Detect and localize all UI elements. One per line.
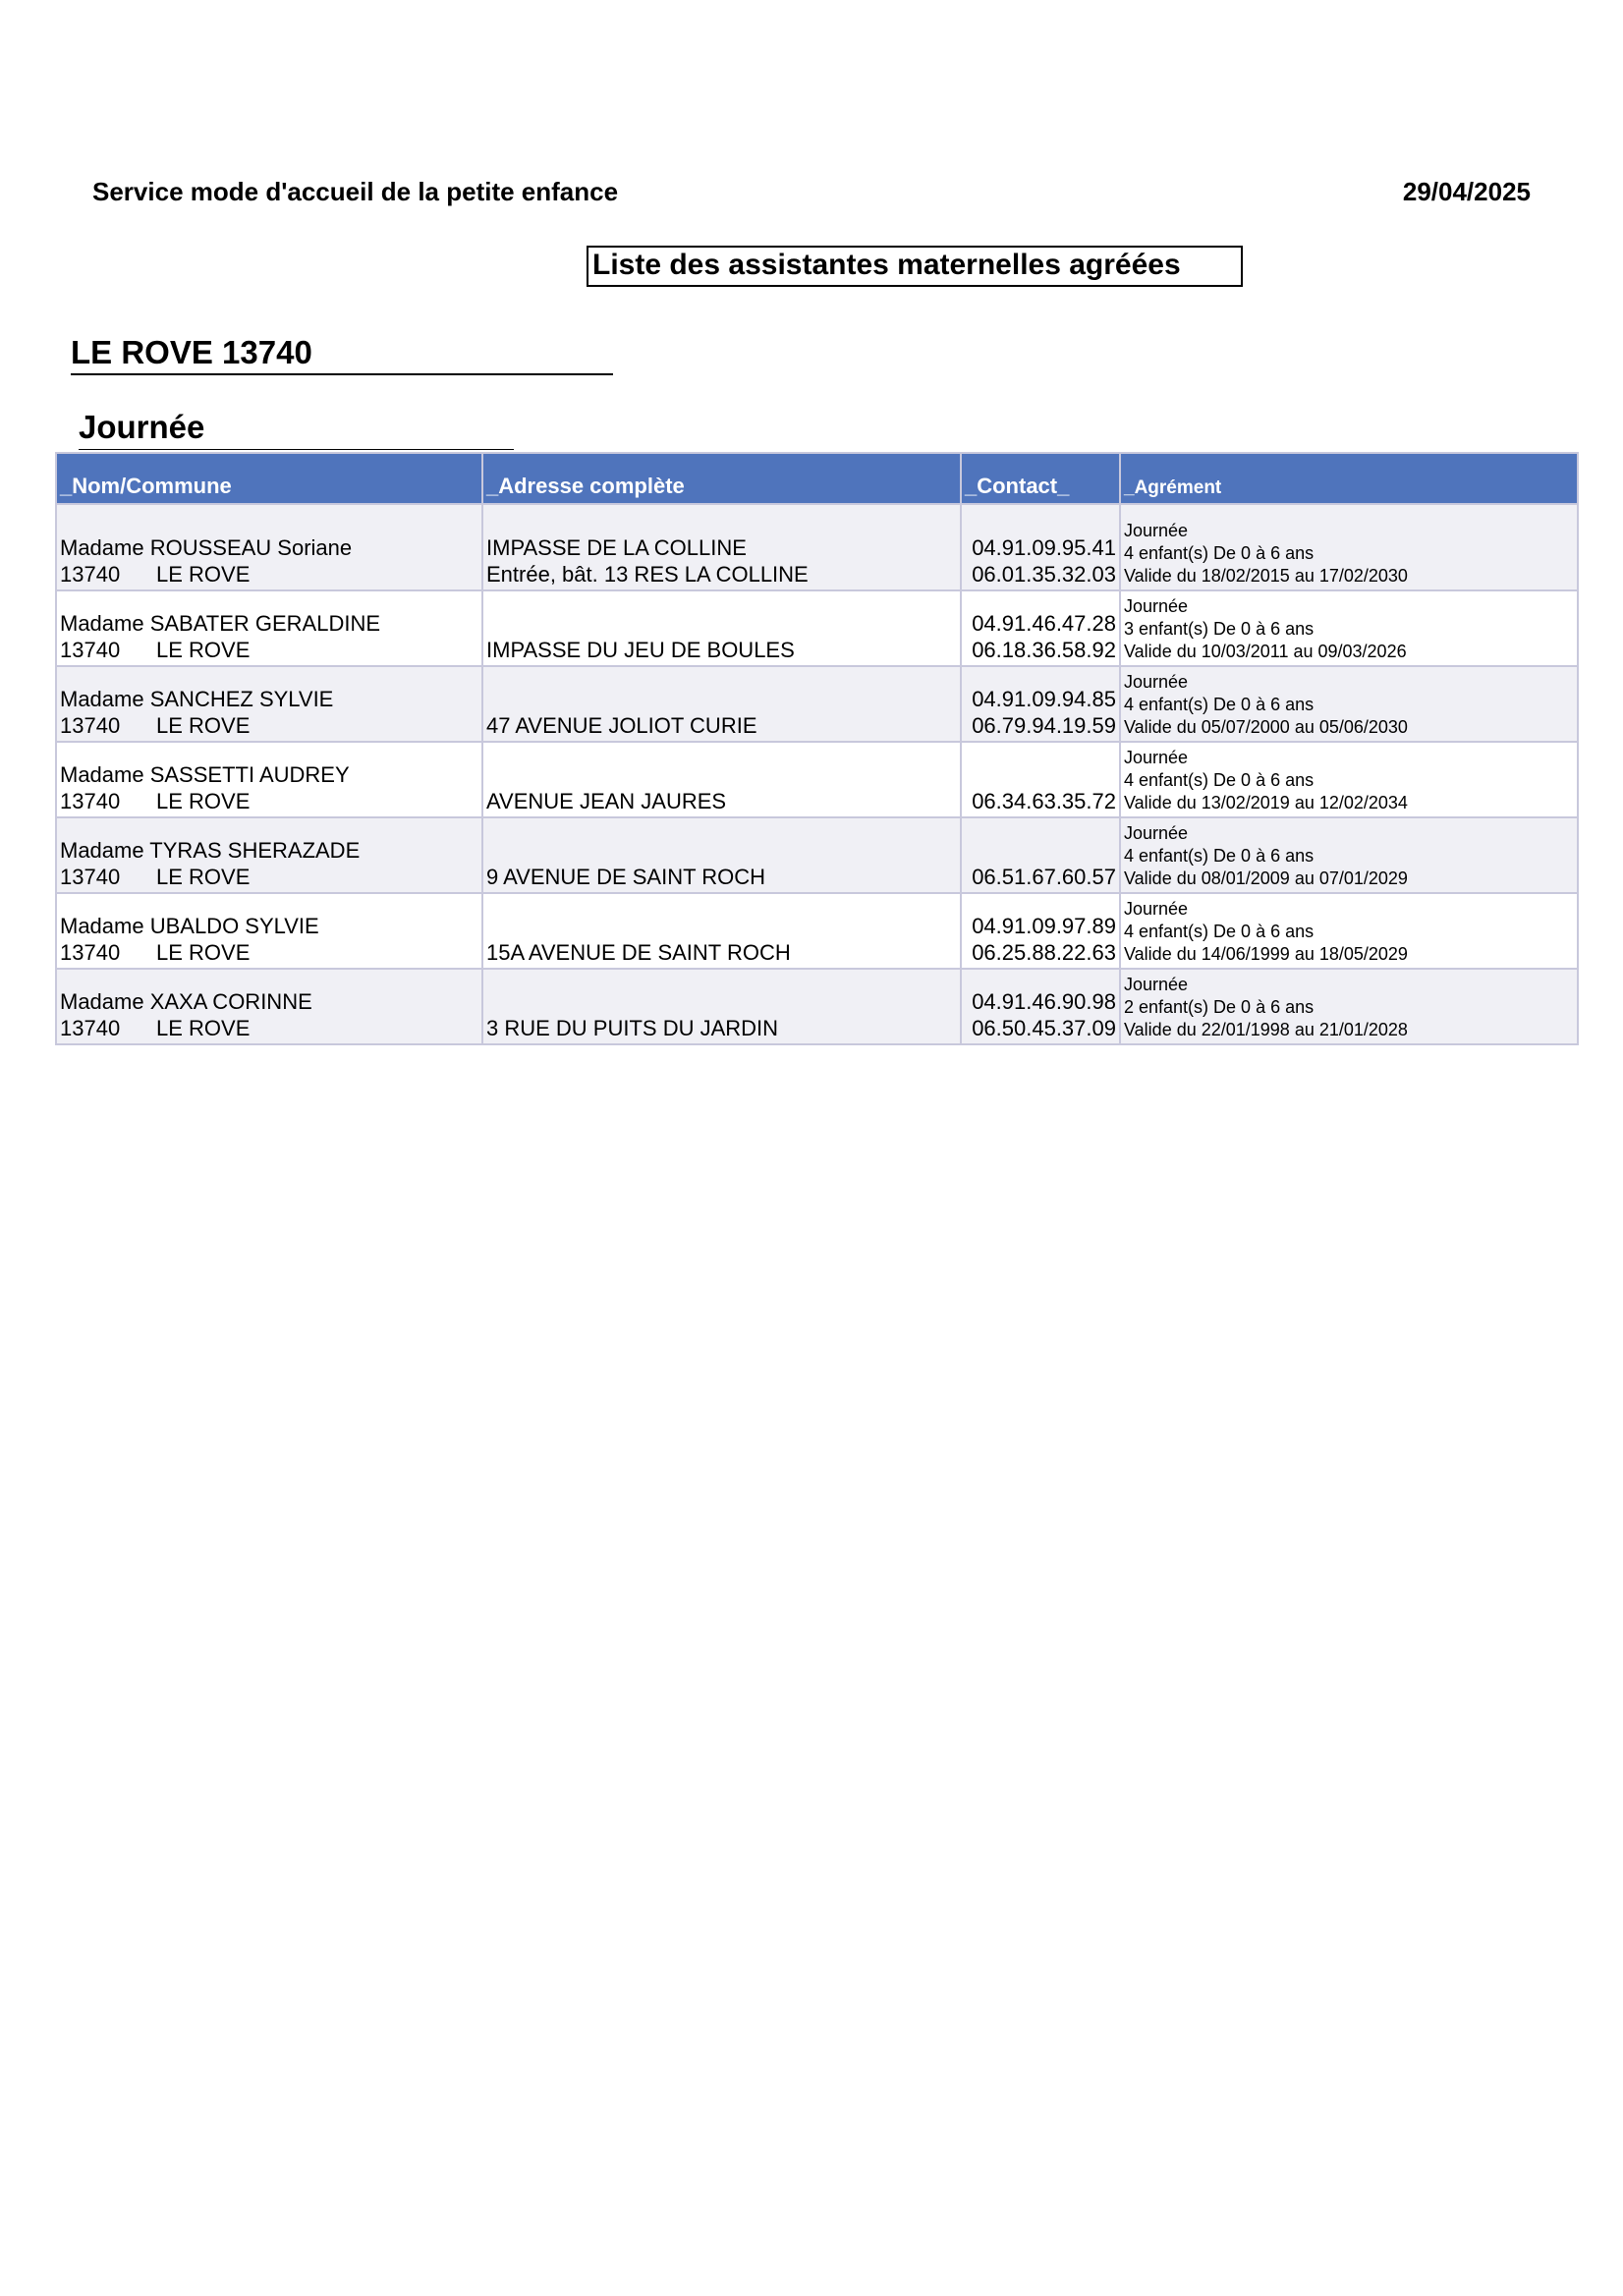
phone-1: 04.91.09.97.89	[972, 914, 1116, 938]
agrement-capacity: 4 enfant(s) De 0 à 6 ans	[1124, 695, 1315, 714]
agrement-capacity: 4 enfant(s) De 0 à 6 ans	[1124, 922, 1315, 941]
assistantes-table	[55, 452, 1579, 1045]
table-row	[56, 893, 1578, 969]
phone-2: 06.34.63.35.72	[972, 789, 1116, 813]
address-cell	[482, 666, 961, 742]
address-cell	[482, 893, 961, 969]
postal-code: 13740	[60, 713, 121, 738]
city: LE ROVE	[156, 713, 251, 738]
phone-1: 04.91.09.95.41	[972, 535, 1116, 560]
name-cell	[56, 817, 482, 893]
agrement-type: Journée	[1124, 823, 1189, 843]
table-row	[56, 666, 1578, 742]
contact-cell	[961, 590, 1120, 666]
address-line-1	[486, 913, 957, 939]
address-line-2: 9 AVENUE DE SAINT ROCH	[486, 865, 766, 889]
agrement-type: Journée	[1124, 975, 1189, 994]
agrement-capacity: 4 enfant(s) De 0 à 6 ans	[1124, 543, 1315, 563]
document-date: 29/04/2025	[1402, 177, 1531, 206]
address-line-2: 15A AVENUE DE SAINT ROCH	[486, 940, 791, 965]
agrement-type: Journée	[1124, 672, 1189, 692]
city: LE ROVE	[156, 1016, 251, 1040]
agrement-cell	[1120, 969, 1578, 1044]
commune-heading: LE ROVE 13740	[71, 334, 613, 375]
agrement-cell	[1120, 590, 1578, 666]
column-header-nom: _Nom/Commune	[56, 453, 482, 504]
agrement-validity: Valide du 05/07/2000 au 05/06/2030	[1124, 717, 1408, 737]
column-header-adresse: _Adresse complète	[482, 453, 961, 504]
phone-2: 06.25.88.22.63	[972, 940, 1116, 965]
table-row	[56, 969, 1578, 1044]
contact-cell	[961, 817, 1120, 893]
postal-code: 13740	[60, 865, 121, 889]
table-row	[56, 817, 1578, 893]
address-line-2: 3 RUE DU PUITS DU JARDIN	[486, 1016, 779, 1040]
agrement-cell	[1120, 817, 1578, 893]
agrement-validity: Valide du 22/01/1998 au 21/01/2028	[1124, 1020, 1408, 1039]
postal-code: 13740	[60, 940, 121, 965]
agrement-type: Journée	[1124, 748, 1189, 767]
agrement-cell	[1120, 742, 1578, 817]
address-line-1	[486, 761, 957, 788]
agrement-capacity: 4 enfant(s) De 0 à 6 ans	[1124, 846, 1315, 866]
phone-2: 06.50.45.37.09	[972, 1016, 1116, 1040]
column-header-contact: _Contact_	[961, 453, 1120, 504]
address-line-2: AVENUE JEAN JAURES	[486, 789, 727, 813]
agrement-validity: Valide du 18/02/2015 au 17/02/2030	[1124, 566, 1408, 586]
phone-2: 06.18.36.58.92	[972, 638, 1116, 662]
address-cell	[482, 969, 961, 1044]
address-line-1	[486, 686, 957, 712]
phone-1: 04.91.46.47.28	[972, 611, 1116, 636]
city: LE ROVE	[156, 865, 251, 889]
agrement-validity: Valide du 13/02/2019 au 12/02/2034	[1124, 793, 1408, 812]
city: LE ROVE	[156, 562, 251, 587]
contact-cell	[961, 504, 1120, 590]
agrement-type: Journée	[1124, 596, 1189, 616]
address-line-2: 47 AVENUE JOLIOT CURIE	[486, 713, 757, 738]
agrement-type: Journée	[1124, 521, 1189, 540]
service-title: Service mode d'accueil de la petite enfance	[92, 177, 619, 206]
address-line-1	[486, 610, 957, 637]
contact-cell	[961, 969, 1120, 1044]
phone-1	[965, 837, 1116, 864]
agrement-cell	[1120, 666, 1578, 742]
table-row	[56, 504, 1578, 590]
name-cell	[56, 969, 482, 1044]
postal-code: 13740	[60, 562, 121, 587]
contact-cell	[961, 742, 1120, 817]
phone-1: 04.91.46.90.98	[972, 989, 1116, 1014]
column-header-agrement: _Agrément	[1120, 453, 1578, 504]
assistante-name: Madame TYRAS SHERAZADE	[60, 838, 361, 863]
assistante-name: Madame ROUSSEAU Soriane	[60, 535, 353, 560]
phone-2: 06.79.94.19.59	[972, 713, 1116, 738]
city: LE ROVE	[156, 789, 251, 813]
agrement-capacity: 3 enfant(s) De 0 à 6 ans	[1124, 619, 1315, 639]
agrement-type: Journée	[1124, 899, 1189, 919]
address-line-1	[486, 837, 957, 864]
phone-1: 04.91.09.94.85	[972, 687, 1116, 711]
name-cell	[56, 590, 482, 666]
table-body	[56, 504, 1578, 1044]
address-line-2: Entrée, bât. 13 RES LA COLLINE	[486, 562, 809, 587]
city: LE ROVE	[156, 638, 251, 662]
agrement-capacity: 4 enfant(s) De 0 à 6 ans	[1124, 770, 1315, 790]
phone-2: 06.01.35.32.03	[972, 562, 1116, 587]
table-row	[56, 742, 1578, 817]
address-cell	[482, 817, 961, 893]
agrement-cell	[1120, 504, 1578, 590]
address-line-1: IMPASSE DE LA COLLINE	[486, 535, 747, 560]
assistante-name: Madame SANCHEZ SYLVIE	[60, 687, 334, 711]
address-cell	[482, 504, 961, 590]
assistante-name: Madame XAXA CORINNE	[60, 989, 312, 1014]
postal-code: 13740	[60, 638, 121, 662]
city: LE ROVE	[156, 940, 251, 965]
address-line-2: IMPASSE DU JEU DE BOULES	[486, 638, 795, 662]
contact-cell	[961, 666, 1120, 742]
period-heading: Journée	[79, 409, 514, 450]
agrement-cell	[1120, 893, 1578, 969]
phone-1	[965, 761, 1116, 788]
contact-cell	[961, 893, 1120, 969]
address-cell	[482, 590, 961, 666]
agrement-validity: Valide du 10/03/2011 au 09/03/2026	[1124, 642, 1407, 661]
assistante-name: Madame UBALDO SYLVIE	[60, 914, 319, 938]
phone-2: 06.51.67.60.57	[972, 865, 1116, 889]
list-title: Liste des assistantes maternelles agréées	[587, 246, 1243, 287]
agrement-capacity: 2 enfant(s) De 0 à 6 ans	[1124, 997, 1315, 1017]
agrement-validity: Valide du 08/01/2009 au 07/01/2029	[1124, 868, 1408, 888]
name-cell	[56, 742, 482, 817]
table-row	[56, 590, 1578, 666]
name-cell	[56, 504, 482, 590]
assistante-name: Madame SASSETTI AUDREY	[60, 762, 350, 787]
assistante-name: Madame SABATER GERALDINE	[60, 611, 381, 636]
agrement-validity: Valide du 14/06/1999 au 18/05/2029	[1124, 944, 1408, 964]
address-line-1	[486, 988, 957, 1015]
postal-code: 13740	[60, 1016, 121, 1040]
name-cell	[56, 666, 482, 742]
name-cell	[56, 893, 482, 969]
address-cell	[482, 742, 961, 817]
postal-code: 13740	[60, 789, 121, 813]
table-header-row	[56, 453, 1578, 504]
